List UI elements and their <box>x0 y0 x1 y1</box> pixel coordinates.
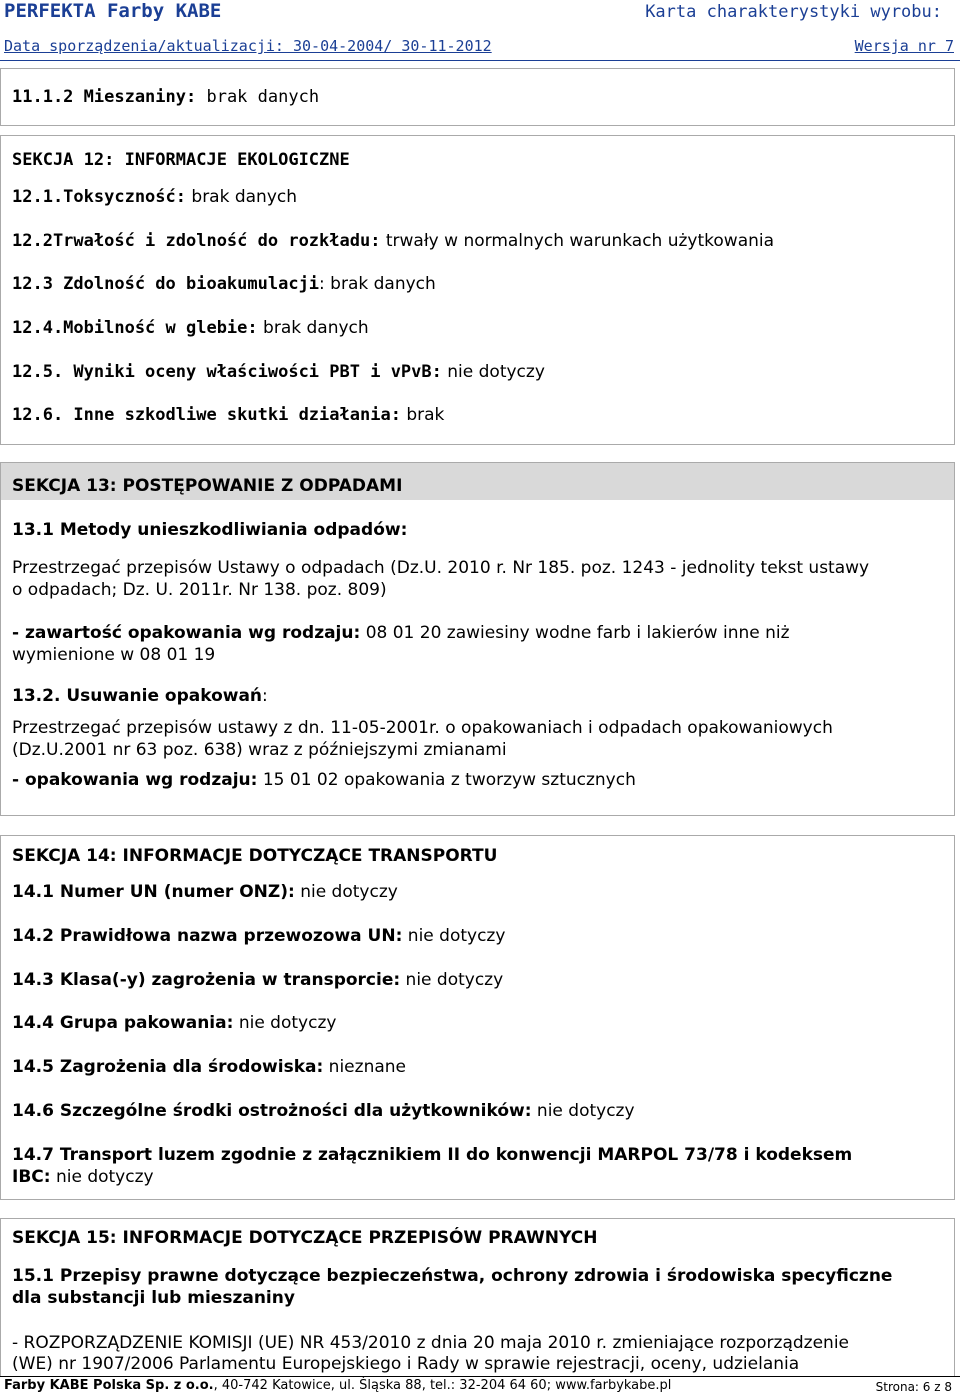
bioaccumulation-line: 12.3 Zdolność do bioakumulacji: brak danych <box>12 274 436 294</box>
regulations-heading-line-1: 15.1 Przepisy prawne dotyczące bezpieczeństwa, ochrony zdrowia i środowiska specyficzne <box>12 1266 893 1286</box>
un-number-line: 14.1 Numer UN (numer ONZ): nie dotyczy <box>12 882 398 902</box>
regulation-text-line-2: (WE) nr 1907/2006 Parlamentu Europejskiego i Rady w sprawie rejestracji, oceny, udzielania <box>12 1354 800 1374</box>
environmental-hazards-line: 14.5 Zagrożenia dla środowiska: nieznane <box>12 1057 406 1077</box>
packaging-text-line-2: (Dz.U.2001 nr 63 poz. 638) wraz z późniejszymi zmianami <box>12 740 507 760</box>
footer-divider <box>0 1376 960 1377</box>
section-12-heading: SEKCJA 12: INFORMACJE EKOLOGICZNE <box>12 150 350 170</box>
date-line: Data sporządzenia/aktualizacji: 30-04-2004/ 30-11-2012 <box>4 37 492 55</box>
special-precautions-line: 14.6 Szczególne środki ostrożności dla użytkowników: nie dotyczy <box>12 1101 635 1121</box>
company-title: PERFEKTA Farby KABE <box>4 0 222 22</box>
packaging-disposal-heading: 13.2. Usuwanie opakowań: <box>12 686 268 706</box>
header-divider <box>0 60 960 61</box>
packaging-waste-code-line: - opakowania wg rodzaju: 15 01 02 opakowania z tworzyw sztucznych <box>12 770 636 790</box>
disposal-text-line-1: Przestrzegać przepisów Ustawy o odpadach (Dz.U. 2010 r. Nr 185. poz. 1243 - jednolity tekst ustawy <box>12 558 870 578</box>
section-14-heading: SEKCJA 14: INFORMACJE DOTYCZĄCE TRANSPORTU <box>12 846 498 866</box>
other-effects-line: 12.6. Inne szkodliwe skutki działania: brak <box>12 405 445 425</box>
mixtures-line: 11.1.2 Mieszaniny: brak danych <box>12 87 320 107</box>
disposal-methods-heading: 13.1 Metody unieszkodliwiania odpadów: <box>12 520 408 540</box>
version-label: Wersja nr 7 <box>854 37 954 55</box>
regulations-heading-line-2: dla substancji lub mieszaniny <box>12 1288 295 1308</box>
marpol-line-1: 14.7 Transport luzem zgodnie z załącznikiem II do konwencji MARPOL 73/78 i kodeksem <box>12 1145 853 1165</box>
document-type: Karta charakterystyki wyrobu: <box>645 2 942 22</box>
contents-waste-code-line-2: wymienione w 08 01 19 <box>12 645 216 665</box>
contents-waste-code-line: - zawartość opakowania wg rodzaju: 08 01 20 zawiesiny wodne farb i lakierów inne niż <box>12 623 790 643</box>
shipping-name-line: 14.2 Prawidłowa nazwa przewozowa UN: nie dotyczy <box>12 926 506 946</box>
packing-group-line: 14.4 Grupa pakowania: nie dotyczy <box>12 1013 337 1033</box>
pbt-line: 12.5. Wyniki oceny właściwości PBT i vPvB: nie dotyczy <box>12 362 545 382</box>
section-13-heading: SEKCJA 13: POSTĘPOWANIE Z ODPADAMI <box>12 476 403 496</box>
toxicity-line: 12.1.Toksyczność: brak danych <box>12 187 298 207</box>
disposal-text-line-2: o odpadach; Dz. U. 2011r. Nr 138. poz. 809) <box>12 580 387 600</box>
regulation-text-line-1: - ROZPORZĄDZENIE KOMISJI (UE) NR 453/2010 z dnia 20 maja 2010 r. zmieniające rozporządzenie <box>12 1333 850 1353</box>
packaging-text-line-1: Przestrzegać przepisów ustawy z dn. 11-05-2001r. o opakowaniach i odpadach opakowaniowych <box>12 718 833 738</box>
persistence-line: 12.2Trwałość i zdolność do rozkładu: trwały w normalnych warunkach użytkowania <box>12 231 775 251</box>
page-number: Strona: 6 z 8 <box>875 1380 952 1394</box>
section-15-heading: SEKCJA 15: INFORMACJE DOTYCZĄCE PRZEPISÓW PRAWNYCH <box>12 1228 598 1248</box>
marpol-line-2: IBC: nie dotyczy <box>12 1167 154 1187</box>
footer-company: Farby KABE Polska Sp. z o.o., 40-742 Katowice, ul. Śląska 88, tel.: 32-204 64 60; www.farbykabe.pl <box>4 1378 672 1393</box>
mobility-line: 12.4.Mobilność w glebie: brak danych <box>12 318 369 338</box>
hazard-class-line: 14.3 Klasa(-y) zagrożenia w transporcie: nie dotyczy <box>12 970 504 990</box>
